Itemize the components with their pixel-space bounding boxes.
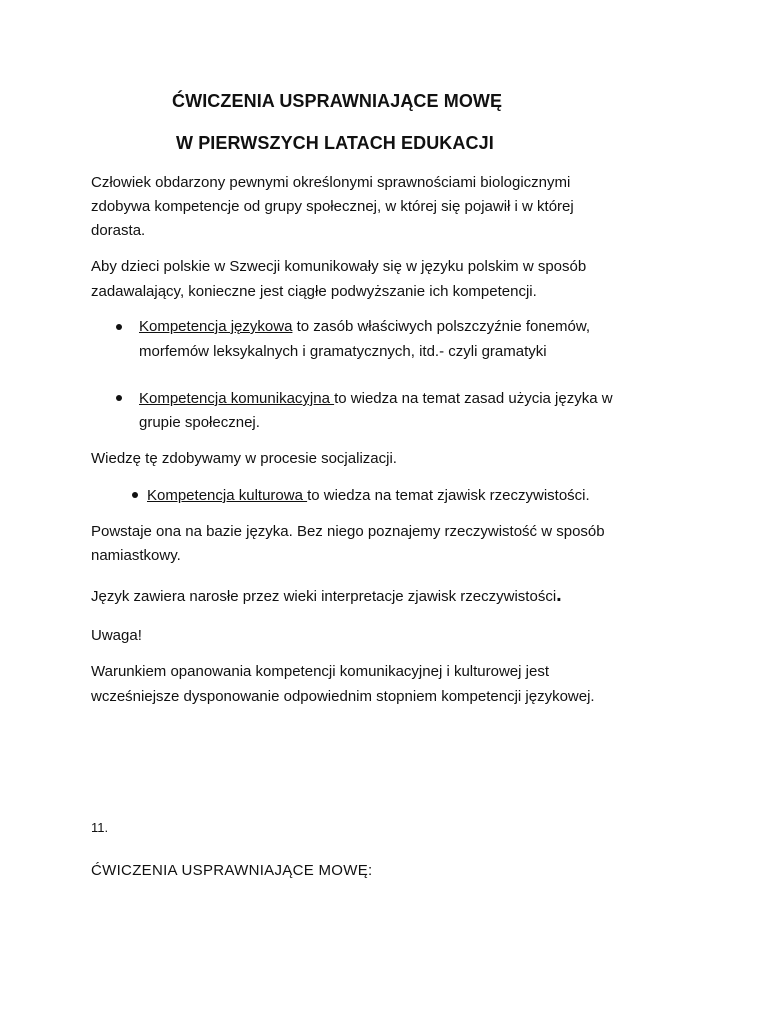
bullet-point-icon [132, 492, 138, 498]
bullet-2-line-2: grupie społecznej. [139, 414, 260, 431]
paragraph-6: Uwaga! [91, 627, 142, 644]
paragraph-5 [91, 585, 562, 610]
paragraph-4-line-2: namiastkowy. [91, 547, 181, 564]
document-title-line-1: ĆWICZENIA USPRAWNIAJĄCE MOWĘ [172, 91, 503, 111]
paragraph-1-line-2: zdobywa kompetencje od grupy społecznej, w której się pojawił i w której [91, 198, 574, 215]
paragraph-7-line-2: wcześniejsze dysponowanie odpowiednim stopniem kompetencji językowej. [91, 688, 595, 705]
bullet-2-line-1 [139, 387, 613, 412]
bullet-3-text: to wiedza na temat zjawisk rzeczywistości. [307, 487, 590, 504]
paragraph-1-line-1: Człowiek obdarzony pewnymi określonymi sprawnościami biologicznymi [91, 174, 571, 191]
bullet-1-line-2: morfemów leksykalnych i gramatycznych, itd.- czyli gramatyki [139, 343, 547, 360]
bullet-3-line-1 [147, 484, 590, 509]
bullet-1-term: Kompetencja językowa [139, 318, 293, 335]
page-number: 11. [91, 820, 109, 835]
paragraph-2-line-2: zadawalający, konieczne jest ciągłe podwyższanie ich kompetencji. [91, 283, 537, 300]
bullet-point-icon [116, 395, 122, 401]
bullet-1-text: to zasób właściwych polszczyźnie fonemów, [292, 318, 591, 335]
paragraph-5-text: Język zawiera narosłe przez wieki interpretacje zjawisk rzeczywistości [91, 588, 557, 605]
bullet-2-term: Kompetencja komunikacyjna [139, 390, 335, 407]
document-title-line-2: W PIERWSZYCH LATACH EDUKACJI [176, 133, 494, 153]
bullet-point-icon [116, 324, 122, 330]
paragraph-2-line-1: Aby dzieci polskie w Szwecji komunikowały się w języku polskim w sposób [91, 258, 587, 275]
paragraph-4-line-1: Powstaje ona na bazie języka. Bez niego poznajemy rzeczywistość w sposób [91, 523, 605, 540]
paragraph-7-line-1: Warunkiem opanowania kompetencji komunikacyjnej i kulturowej jest [91, 663, 549, 680]
paragraph-1-line-3: dorasta. [91, 222, 146, 239]
bullet-2-text: to wiedza na temat zasad użycia języka w [334, 390, 613, 407]
bullet-3-term: Kompetencja kulturowa [147, 487, 308, 504]
paragraph-5-period: . [556, 584, 562, 606]
section-heading: ĆWICZENIA USPRAWNIAJĄCE MOWĘ: [91, 862, 373, 879]
bullet-1-line-1 [139, 315, 590, 340]
paragraph-3: Wiedzę tę zdobywamy w procesie socjalizacji. [91, 450, 397, 467]
